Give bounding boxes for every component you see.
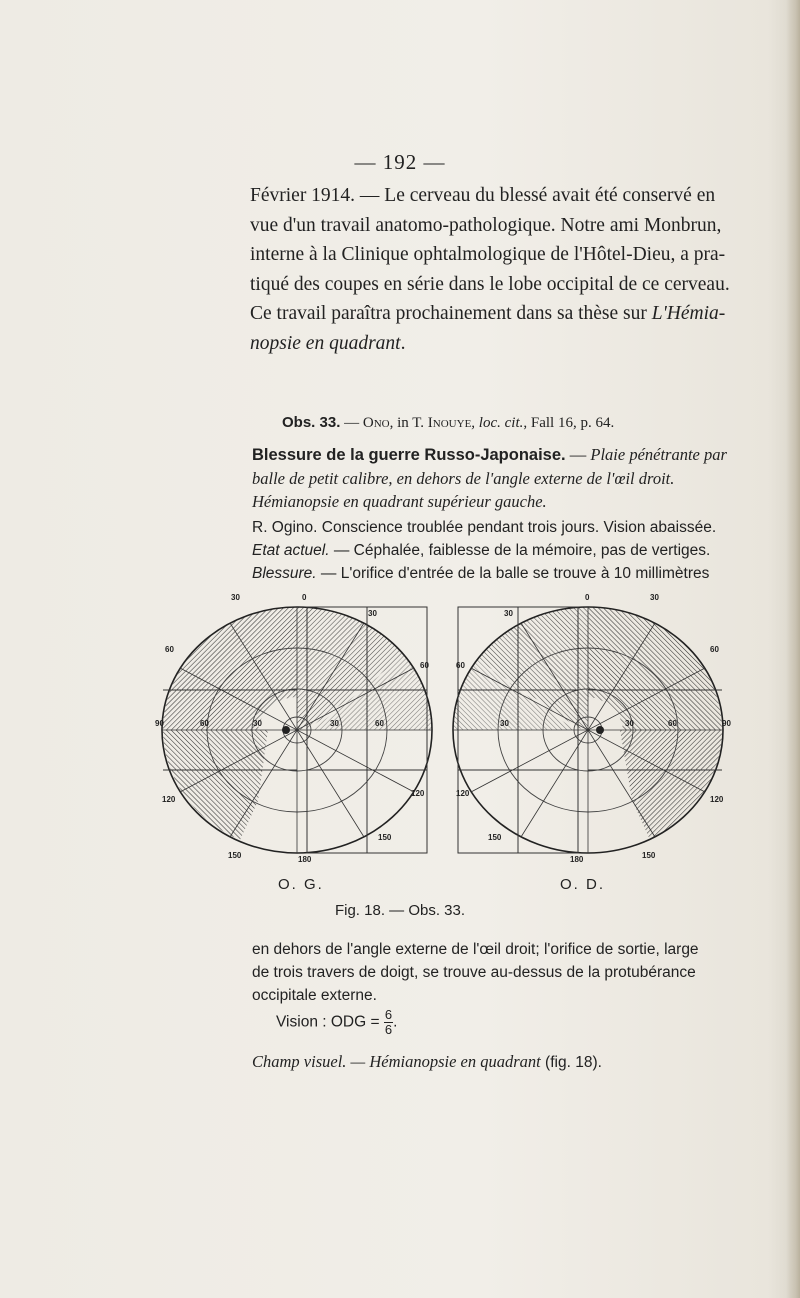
left-inner-60: 60 [200, 719, 209, 728]
champ-label: Champ visuel. [252, 1052, 347, 1071]
left-label-30-top: 30 [231, 593, 240, 602]
right-label-150-right: 150 [642, 851, 656, 860]
right-inner-60: 60 [668, 719, 677, 728]
left-label-180: 180 [298, 855, 312, 864]
case-title-line: balle de petit calibre, en dehors de l'angle externe de l'œil droit. [252, 469, 675, 488]
left-label-60-right: 60 [420, 661, 429, 670]
champ-fig-ref: (fig. 18). [540, 1054, 602, 1071]
left-label-150-right: 150 [378, 833, 392, 842]
paragraph-end: . [400, 332, 406, 354]
champ-text: Hémianopsie en quadrant [369, 1052, 541, 1071]
vision-line [276, 1008, 397, 1037]
right-label-30-top: 30 [650, 593, 659, 602]
continuation-paragraph [252, 938, 800, 1007]
paragraph-line-text: Ce travail paraîtra prochainement dans sa thèse sur [250, 303, 652, 324]
observation-author: Ono [362, 415, 390, 431]
continuation-line: de trois travers de doigt, se trouve au-dessus de la protubérance [252, 964, 696, 981]
paragraph-line: interne à la Clinique ophtalmologique de l'Hôtel-Dieu, a pra- [250, 244, 726, 265]
left-label-60-left: 60 [165, 645, 174, 654]
left-label-0-top: 0 [302, 593, 307, 602]
vision-denominator: 6 [384, 1022, 393, 1037]
left-inner-30b: 30 [330, 719, 339, 728]
chart-left-eye [155, 593, 432, 864]
champ-dash: — [346, 1052, 370, 1071]
right-hatch-lower-right [620, 730, 722, 840]
paragraph-line: vue d'un travail anatomo-pathologique. Notre ami Monbrun, [250, 214, 722, 236]
paragraph-line: Février 1914. — Le cerveau du blessé avait été conservé en [250, 185, 716, 206]
continuation-line: occipitale externe. [252, 987, 377, 1004]
champ-visuel-line [252, 1052, 602, 1072]
observation-author2: Inouye [427, 415, 472, 431]
left-label-90-left: 90 [155, 719, 164, 728]
thesis-title-cont: nopsie en quadrant [250, 332, 401, 354]
blessure-label: Blessure. [252, 565, 317, 582]
figure-caption: Fig. 18. — Obs. 33. [334, 902, 466, 919]
left-hatch-lower-left [163, 730, 268, 840]
case-line: R. Ogino. Conscience troublée pendant trois jours. Vision abaissée. [252, 519, 717, 536]
left-inner-60b: 60 [375, 719, 384, 728]
left-blind-spot [282, 726, 290, 734]
case-title-line: Hémianopsie en quadrant supérieur gauche. [252, 492, 547, 511]
right-label-180: 180 [570, 855, 584, 864]
right-label-120-right: 120 [710, 795, 724, 804]
case-title-dash: — [565, 445, 591, 464]
right-label-90-right: 90 [722, 719, 731, 728]
page-number: — 192 — [354, 150, 446, 174]
right-blind-spot [596, 726, 604, 734]
observation-loc: , loc. cit. [471, 415, 524, 431]
left-label-120-left: 120 [162, 795, 176, 804]
paragraph-line: tiqué des coupes en série dans le lobe occipital de ce cerveau. [250, 273, 730, 295]
observation-ref: , Fall 16, p. 64. [523, 415, 615, 431]
right-label-30-left: 30 [504, 609, 513, 618]
left-label-30-right: 30 [368, 609, 377, 618]
vision-label: Vision : ODG = [276, 1013, 384, 1031]
continuation-line: en dehors de l'angle externe de l'œil droit; l'orifice de sortie, large [252, 941, 699, 958]
case-title-italic: Plaie pénétrante par [590, 445, 727, 464]
vision-numerator: 6 [384, 1007, 393, 1022]
right-eye-label: O. D. [560, 876, 606, 893]
case-title-bold: Blessure de la guerre Russo-Japonaise. [252, 446, 566, 464]
chart-right-eye [453, 593, 731, 864]
blessure-text: — L'orifice d'entrée de la balle se trouve à 10 millimètres [316, 565, 710, 582]
right-label-120-left: 120 [456, 789, 470, 798]
right-inner-30a: 30 [500, 719, 509, 728]
left-hatch-upper-left [163, 607, 297, 730]
observation-in: , in T. [389, 415, 428, 431]
left-eye-label: O. G. [278, 876, 324, 893]
left-label-120-right: 120 [411, 789, 425, 798]
etat-text: — Céphalée, faiblesse de la mémoire, pas de vertiges. [329, 542, 711, 559]
vision-end: . [393, 1013, 398, 1031]
left-label-150-left: 150 [228, 851, 242, 860]
right-label-60-right: 60 [710, 645, 719, 654]
vision-fraction [384, 1008, 393, 1037]
thesis-title: L'Hémia- [651, 303, 726, 324]
observation-label: Obs. 33. [282, 414, 341, 431]
right-label-60-left: 60 [456, 661, 465, 670]
etat-label: Etat actuel. [252, 542, 330, 559]
left-inner-30a: 30 [253, 719, 262, 728]
right-label-0-top: 0 [585, 593, 590, 602]
observation-dash: — [340, 415, 363, 431]
right-inner-30b: 30 [625, 719, 634, 728]
right-label-150-left: 150 [488, 833, 502, 842]
right-hatch-upper-right [588, 607, 722, 730]
